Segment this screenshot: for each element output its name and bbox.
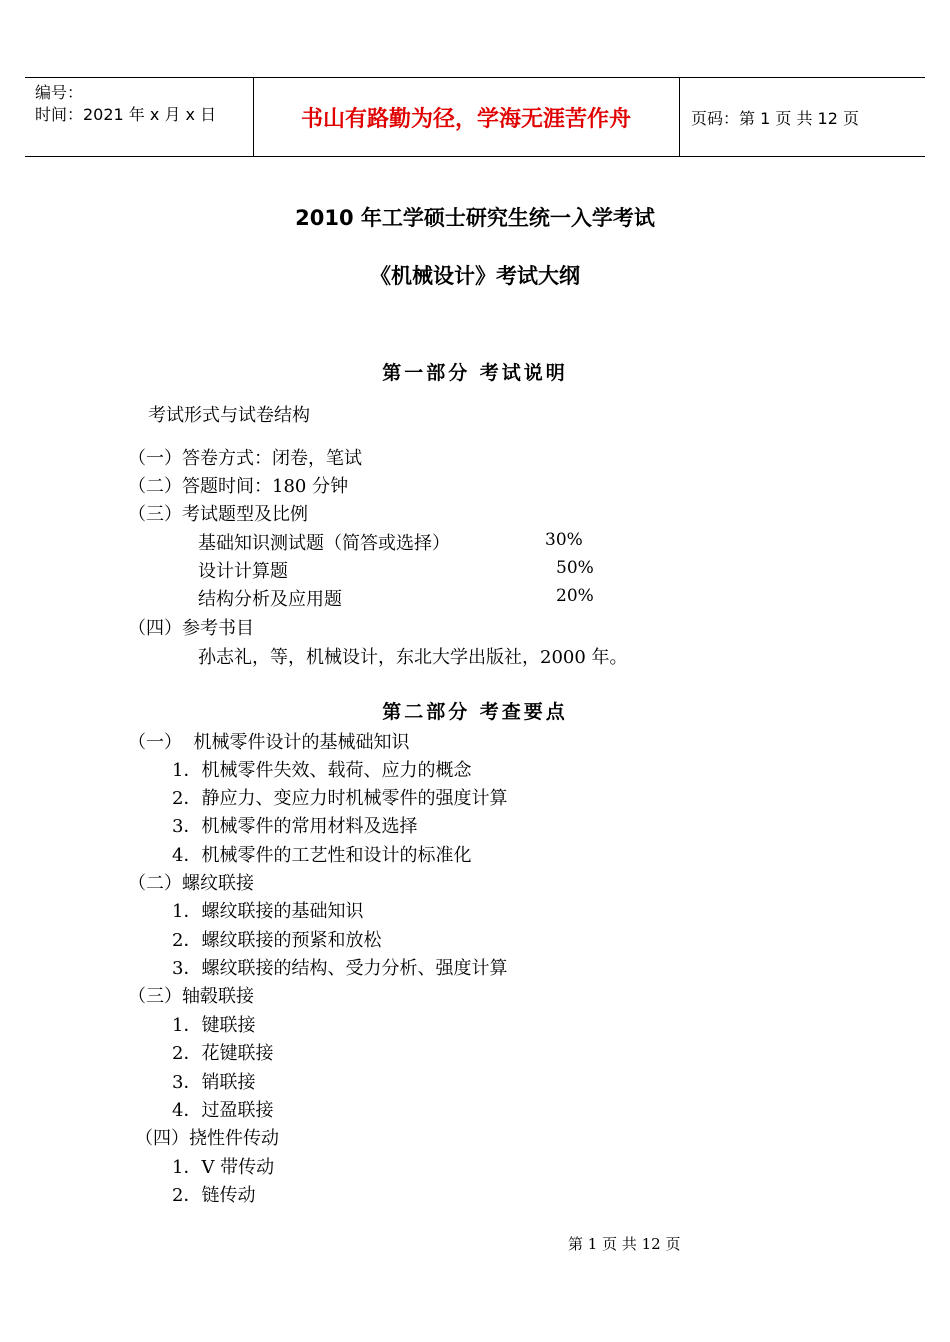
section-title: （一） 机械零件设计的基械础知识 <box>128 732 410 753</box>
list-item: 2．静应力、变应力时机械零件的强度计算 <box>172 788 508 809</box>
list-item: 1．螺纹联接的基础知识 <box>172 901 364 922</box>
section-title: （四）挠性件传动 <box>135 1128 279 1149</box>
list-item: 2．螺纹联接的预紧和放松 <box>172 930 382 951</box>
part1-item: （二）答题时间：180 分钟 <box>128 476 349 497</box>
list-item: 4．机械零件的工艺性和设计的标准化 <box>172 845 472 866</box>
list-item: 1．键联接 <box>172 1015 256 1036</box>
part2-heading: 第二部分 考查要点 <box>382 701 568 723</box>
section-title: （二）螺纹联接 <box>128 873 254 894</box>
list-item: 3．机械零件的常用材料及选择 <box>172 816 418 837</box>
header-motto: 书山有路勤为径，学海无涯苦作舟 <box>300 107 631 132</box>
ratio-label: 基础知识测试题（简答或选择） <box>198 533 450 554</box>
section-title: （三）轴毂联接 <box>128 986 254 1007</box>
part1-heading: 第一部分 考试说明 <box>382 362 568 384</box>
list-item: 2．花键联接 <box>172 1043 274 1064</box>
list-item: 3．螺纹联接的结构、受力分析、强度计算 <box>172 958 508 979</box>
list-item: 2．链传动 <box>172 1185 256 1206</box>
document-title: 2010 年工学硕士研究生统一入学考试 <box>295 206 655 230</box>
list-item: 1．机械零件失效、载荷、应力的概念 <box>172 760 472 781</box>
number-label: 编号： <box>35 83 84 102</box>
header-meta <box>35 82 216 126</box>
ratio-percent: 20% <box>556 586 594 606</box>
reference-heading: （四）参考书目 <box>128 618 254 639</box>
document-subtitle: 《机械设计》考试大纲 <box>370 264 580 288</box>
part1-subheading: 考试形式与试卷结构 <box>148 405 310 426</box>
ratio-percent: 30% <box>545 530 583 550</box>
page-footer: 第 1 页 共 12 页 <box>568 1235 681 1253</box>
ratio-label: 设计计算题 <box>198 561 288 582</box>
part1-item: （一）答卷方式：闭卷，笔试 <box>128 448 362 469</box>
time-label: 时间：2021 年 x 月 x 日 <box>35 105 217 124</box>
part1-item: （三）考试题型及比例 <box>128 504 308 525</box>
reference-text: 孙志礼，等，机械设计，东北大学出版社，2000 年。 <box>198 647 628 668</box>
list-item: 1．V 带传动 <box>172 1157 275 1178</box>
header-page-info: 页码：第 1 页 共 12 页 <box>691 109 859 128</box>
ratio-percent: 50% <box>556 558 594 578</box>
list-item: 4．过盈联接 <box>172 1100 274 1121</box>
page-header <box>25 77 925 157</box>
ratio-label: 结构分析及应用题 <box>198 589 342 610</box>
list-item: 3．销联接 <box>172 1072 256 1093</box>
header-divider <box>679 78 680 156</box>
